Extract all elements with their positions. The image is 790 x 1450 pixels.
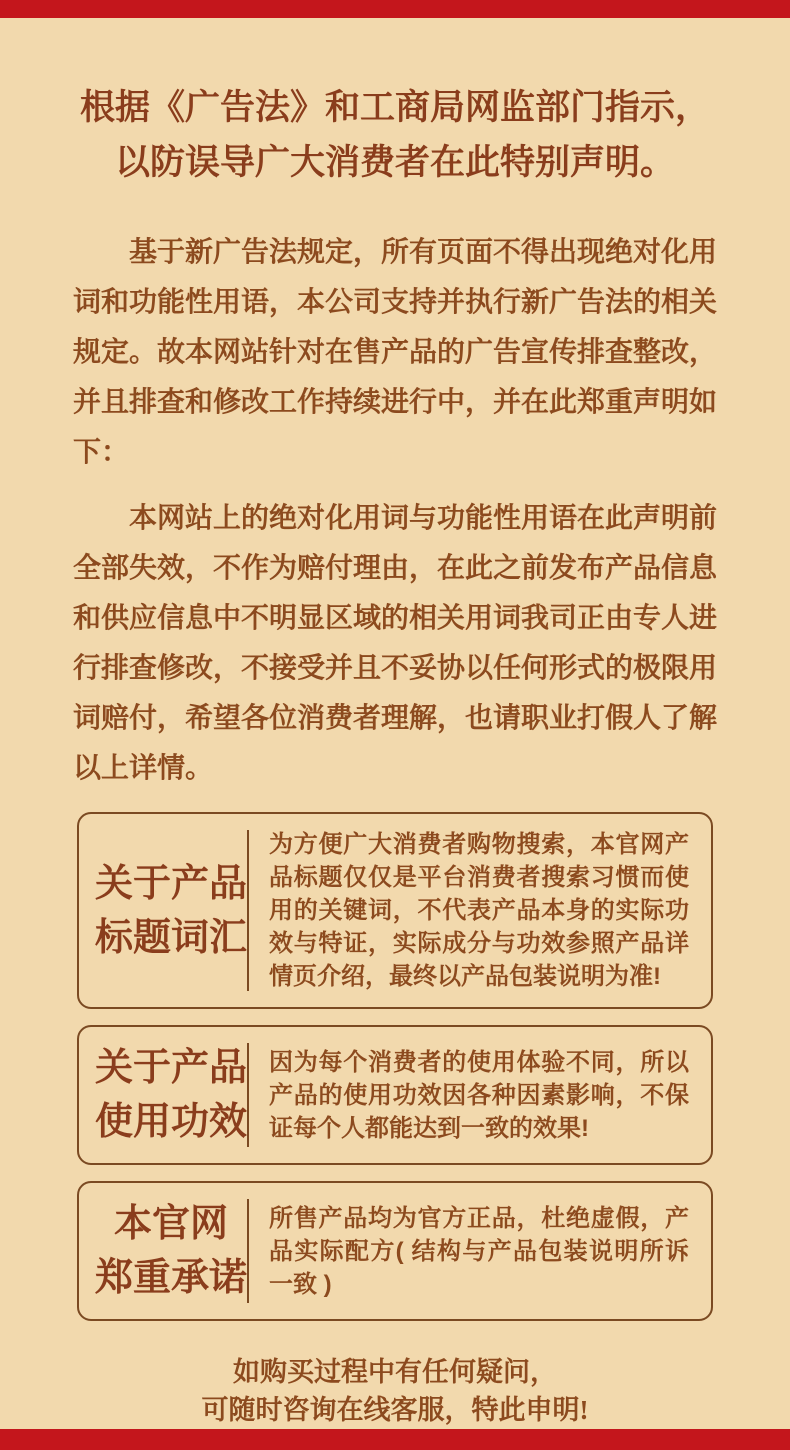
notice-box-text: 所售产品均为官方正品，杜绝虚假，产品实际配方( 结构与产品包装说明所诉一致 ) [269,1204,689,1298]
notice-box-label [95,1197,247,1305]
notice-box-label-line-2: 标题词汇 [95,916,248,959]
notice-box-label-line-1: 关于产品 [95,862,248,905]
page-title-line-2: 以防误导广大消费者在此特别声明。 [114,143,675,182]
notice-box-list [77,812,713,1321]
page-title [0,80,790,190]
top-red-bar [0,0,790,18]
notice-box-product-title [77,812,713,1009]
footer-note-line-2: 可随时咨询在线客服，特此申明! [201,1395,589,1425]
declaration-paragraph-1: 基于新广告法规定，所有页面不得出现绝对化用词和功能性用语，本公司支持并执行新广告法的相关规定。故本网站针对在售产品的广告宣传排查整改，并且排查和修改工作持续进行中，并在此郑重声明如下： [73,237,718,468]
notice-box-product-efficacy [77,1025,713,1165]
notice-box-label-line-1: 关于产品 [95,1047,248,1089]
bottom-red-bar [0,1429,790,1450]
notice-box-text: 因为每个消费者的使用体验不同，所以产品的使用功效因各种因素影响，不保证每个人都能达到一致的效果! [269,1048,689,1142]
notice-box-label [95,857,247,965]
page-title-line-1: 根据《广告法》和工商局网监部门指示， [79,88,710,127]
notice-box-official-promise [77,1181,713,1321]
notice-box-label [95,1041,247,1149]
notice-box-text: 为方便广大消费者购物搜索，本官网产品标题仅仅是平台消费者搜索习惯而使用的关键词，不代表产品本身的实际功效与特证，实际成分与功效参照产品详情页介绍，最终以产品包装说明为准! [269,831,689,990]
notice-box-label-line-2: 使用功效 [95,1101,248,1143]
declaration-paragraph-2: 本网站上的绝对化用词与功能性用语在此声明前全部失效，不作为赔付理由，在此之前发布产品信息和供应信息中不明显区域的相关用词我司正由专人进行排查修改，不接受并且不妥协以任何形式的极限用词赔付，希望各位消费者理解，也请职业打假人了解以上详情。 [73,503,718,784]
footer-note [0,1353,790,1429]
notice-box-label-line-2: 郑重承诺 [95,1257,248,1299]
notice-box-label-line-1: 本官网 [113,1203,228,1245]
footer-note-line-1: 如购买过程中有任何疑问， [233,1357,557,1387]
